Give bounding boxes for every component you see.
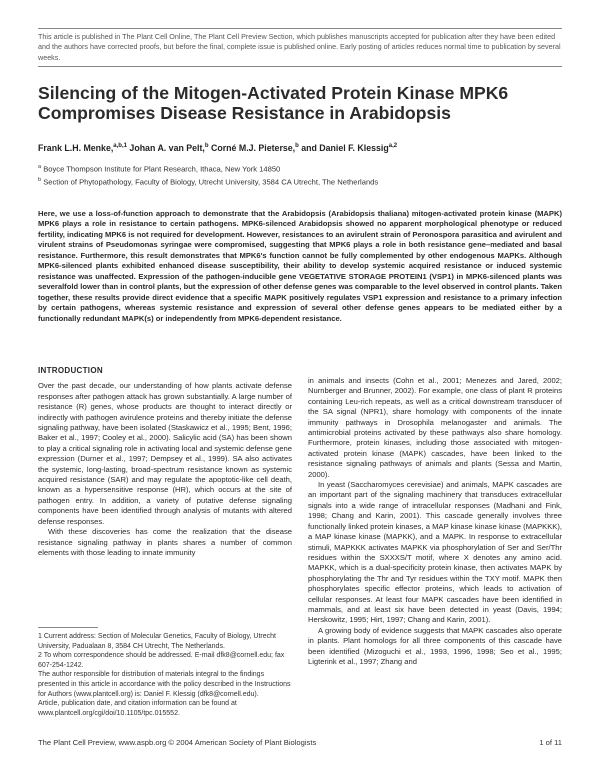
left-column	[38, 366, 292, 558]
affiliation-list	[38, 162, 562, 187]
author-name: and Daniel F. Klessig	[301, 143, 389, 153]
author-name: Frank L.H. Menke,	[38, 143, 114, 153]
body-paragraph: In yeast (Saccharomyces cerevisiae) and animals, MAPK cascades are an important part of the signaling machinery that transduces extracellular signals into a wide range of intracellular responses (Madhani and Fink, 1998; Chang and Karin, 2001). This cascade generally involves three functionally linked protein kinases, a MAP kinase kinase kinase (MAPKKK), a MAP kinase kinase (MAPKK), and a MAPK. In response to extracellular stimuli, MAPKKK activates MAPKK via phosphorylation of Ser and Ser/Thr residues within the SXXXS/T motif, where X denotes any amino acid. MAPKK, which is a dual-specificity protein kinase, then activates MAPK by phosphorylating the Thr and Tyr residues within the TXY motif. MAPK then phosphorylates specific effector proteins, which leads to activation of cellular responses. At least four MAPK cascades have been identified in mammals, and at least six have been detected in yeast (Davis, 1994; Herskowitz, 1995; Hirt, 1997; Chang and Karin, 2001).	[308, 480, 562, 625]
affiliation-mark: a	[38, 164, 42, 170]
author-affil-mark: b	[204, 143, 209, 150]
article-title: Silencing of the Mitogen-Activated Protein Kinase MPK6 Compromises Disease Resistance in Arabidopsis	[38, 83, 509, 123]
right-column	[308, 376, 562, 667]
journal-footer: The Plant Cell Preview, www.aspb.org © 2004 American Society of Plant Biologists	[38, 738, 317, 747]
footnote: 1 Current address: Section of Molecular Genetics, Faculty of Biology, Utrecht University, Padualaan 8, 3584 CH Utrecht, The Netherlands.	[38, 633, 276, 650]
notice-rule	[38, 66, 562, 67]
body-paragraph: Over the past decade, our understanding of how plants activate defense responses after pathogen attack has grown substantially. A large number of resistance (R) genes, whose products are thought to interact directly or indirectly with pathogen avirulence proteins and thereby initiate the defense signaling pathway, have been isolated (Staskawicz et al., 1995; Bent, 1996; Baker et al., 1997; Cooley et al., 2000). Salicylic acid (SA) has been shown to play a critical signaling role in activating local and systemic defense gene expression (Durner et al., 1997; Dempsey et al., 1999). SA also activates the systemic, long-lasting, broad-spectrum resistance known as systemic acquired resistance (SAR) and may regulate the apoptotic-like cell death, known as a hypersensitive response (HR), which occurs at the site of pathogen entry. In addition, a variety of putative defense signaling components have been identified through analysis of mutants with altered defense responses.	[38, 381, 292, 526]
footnote-rule	[38, 627, 98, 628]
footnote: 2 To whom correspondence should be addressed. E-mail dfk8@cornell.edu; fax 607-254-1242.	[38, 652, 285, 669]
abstract: Here, we use a loss-of-function approach to demonstrate that the Arabidopsis (Arabidopsis thaliana) mitogen-activated protein kinase (MAPK) MPK6 plays a role in resistance to certain pathogens. MPK6-silenced Arabidopsis showed no apparent morphological phenotype or reduced fertility, indicating MPK6 is not required for development. However, resistances to an avirulent strain of Peronospora parasitica and avirulent and virulent strains of Pseudomonas syringae were compromised, suggesting that MPK6 plays a role in both resistance gene–mediated and basal resistance. Furthermore, this result demonstrates that MPK6's function cannot be fully complemented by other endogenous MAPKs. Although MPK6-silenced plants exhibited enhanced disease susceptibility, their ability to develop systemic acquired resistance or induced systemic resistance was unaffected. Expression of the pathogen-inducible gene VEGETATIVE STORAGE PROTEIN1 (VSP1) in MPK6-silenced plants was severalfold lower than in control plants, but the expression of other defense genes was comparable to the level observed in control plants. Taken together, these results provide direct evidence that a specific MAPK positively regulates VSP1 expression and resistance to a primary infection by certain pathogens, whereas systemic resistance and expression of several other defense genes appears to be mediated either by a functionally redundant MAPK(s) or independently from MPK6-dependent resistance.	[38, 209, 562, 323]
author-list	[38, 143, 562, 153]
author-name: Johan A. van Pelt,	[129, 143, 205, 153]
author-affil-mark: a,b,1	[113, 143, 127, 150]
page-number: 1 of 11	[539, 738, 562, 747]
affiliation-text: Section of Phytopathology, Faculty of Biology, Utrecht University, 3584 CA Utrecht, The Netherlands	[43, 177, 379, 187]
footnote: Article, publication date, and citation information can be found at www.plantcell.org/cgi/doi/10.1105/tpc.015552.	[38, 700, 237, 717]
preview-notice: This article is published in The Plant Cell Online, The Plant Cell Preview Section, which publishes manuscripts accepted for publication after they have been edited and the authors have corrected proofs, but before the final, complete issue is published online. Early posting of articles reduces normal time to publication by several weeks.	[38, 32, 561, 62]
footnotes	[38, 632, 292, 718]
body-paragraph: With these discoveries has come the realization that the disease resistance signaling pathway in plants shares a number of common elements with those leading to innate immunity	[38, 527, 292, 557]
body-paragraph: A growing body of evidence suggests that MAPK cascades also operate in plants. Plant homologs for all three components of this cascade have been identified (Mizoguchi et al., 1993, 1996, 1998; Seo et al., 1995; Ligterink et al., 1997; Zhang and	[308, 625, 562, 666]
author-affil-mark: a,2	[388, 143, 398, 150]
author-affil-mark: b	[295, 143, 299, 150]
affiliation-mark: b	[38, 176, 42, 183]
author-name: Corné M.J. Pieterse,	[211, 143, 296, 153]
affiliation	[38, 162, 562, 175]
top-rule	[38, 28, 562, 29]
affiliation	[38, 175, 562, 188]
section-heading: INTRODUCTION	[38, 366, 103, 375]
footnote: The author responsible for distribution of materials integral to the findings presented in this article in accordance with the policy described in the Instructions for Authors (www.plantcell.org) is: Daniel F. Klessig (dfk8@cornell.edu).	[38, 671, 291, 698]
body-paragraph: in animals and insects (Cohn et al., 2001; Menezes and Jared, 2002; Nurnberger and Brunner, 2002). For example, one class of plant R proteins containing Leu-rich repeats, as well as a critical downstream transducer of the SA signal (NPR1), share homology with components of the innate immunity pathways in Drosophila melanogaster and animals. The antimicrobial proteins activated by these pathways also share homology. Furthermore, protein kinases, including those associated with mitogen-activated protein kinase (MAPK) cascades, have been linked to the resistance signaling pathways of animals and plants (Sessa and Martin, 2000).	[308, 376, 562, 479]
affiliation-text: Boyce Thompson Institute for Plant Research, Ithaca, New York 14850	[43, 164, 281, 174]
